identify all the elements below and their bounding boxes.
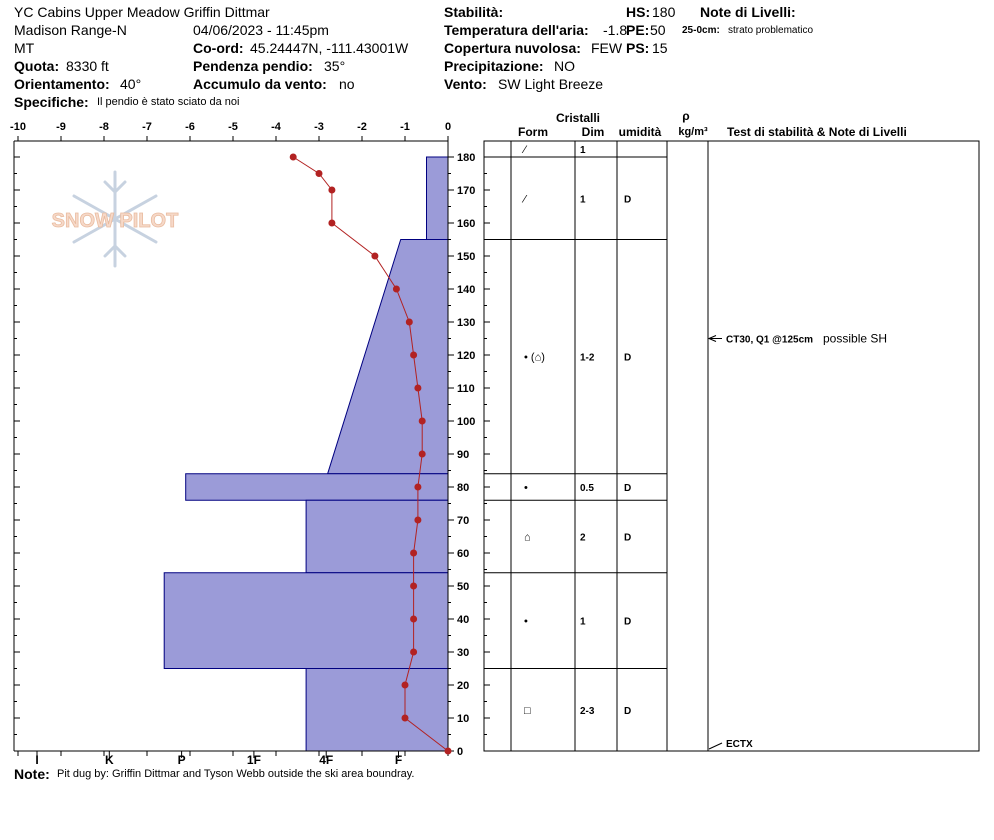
coord-label: Co-ord: bbox=[193, 40, 244, 56]
layer-moisture: D bbox=[624, 705, 632, 717]
moisture-header: umidità bbox=[618, 125, 662, 139]
temperature-point bbox=[393, 286, 400, 293]
y-tick-label: 80 bbox=[457, 482, 470, 494]
hardness-tick-label: 4F bbox=[319, 753, 334, 767]
y-tick-label: 30 bbox=[457, 647, 470, 659]
aspect-label: Orientamento: bbox=[14, 76, 110, 92]
temperature-point bbox=[410, 583, 417, 590]
hardness-tick-label: 1F bbox=[246, 753, 261, 767]
layer-form: □ bbox=[524, 704, 531, 717]
y-tick-label: 100 bbox=[457, 416, 476, 428]
wind-load-value: no bbox=[339, 76, 355, 92]
hardness-tick-label: I bbox=[35, 753, 39, 767]
y-tick-label: 20 bbox=[457, 680, 470, 692]
cloud-value: FEW bbox=[591, 40, 623, 56]
y-tick-label: 140 bbox=[457, 284, 476, 296]
x-top-tick-label: 0 bbox=[444, 121, 452, 133]
wind-load-label: Accumulo da vento: bbox=[193, 76, 327, 92]
stability-tests bbox=[709, 332, 887, 751]
aspect-value: 40° bbox=[120, 76, 142, 92]
temperature-point bbox=[316, 170, 323, 177]
logo-text: SNOW PILOT bbox=[51, 210, 179, 232]
stability-label: Stabilità: bbox=[444, 4, 504, 20]
note-label: Note: bbox=[14, 766, 50, 782]
hardness-bar bbox=[186, 474, 448, 500]
y-tick-label: 120 bbox=[457, 350, 476, 362]
elevation-value: 8330 ft bbox=[66, 58, 109, 74]
cloud-label: Copertura nuvolosa: bbox=[444, 40, 581, 56]
specifics-label: Specifiche: bbox=[14, 94, 89, 110]
hardness-tick-label: P bbox=[177, 753, 186, 767]
wind-value: SW Light Breeze bbox=[498, 76, 604, 92]
state-text: MT bbox=[14, 40, 35, 56]
x-top-tick-label: -6 bbox=[185, 121, 195, 133]
form-header: Form bbox=[518, 125, 548, 139]
layer-size: 1-2 bbox=[580, 352, 595, 364]
hardness-bar bbox=[427, 157, 449, 240]
temperature-point bbox=[410, 550, 417, 557]
layer-size: 0.5 bbox=[580, 483, 594, 494]
precip-value: NO bbox=[554, 58, 575, 74]
range-text: Madison Range-N bbox=[14, 22, 127, 38]
layer-size: 2-3 bbox=[580, 705, 595, 717]
air-temp-value: -1.8 bbox=[603, 22, 628, 38]
y-tick-label: 110 bbox=[457, 383, 475, 395]
hardness-bar bbox=[164, 573, 448, 669]
layer-moisture: D bbox=[624, 616, 632, 628]
temperature-point bbox=[328, 220, 335, 227]
hardness-profile bbox=[164, 157, 448, 751]
x-top-tick-label: -1 bbox=[400, 121, 410, 133]
temperature-point bbox=[402, 715, 409, 722]
note-text: Pit dug by: Griffin Dittmar and Tyson Webb outside the ski area boundray. bbox=[57, 768, 415, 780]
layer-size: 2 bbox=[580, 532, 586, 544]
crystals-header: Cristalli bbox=[555, 111, 601, 125]
layer-moisture: D bbox=[624, 532, 632, 544]
temperature-point bbox=[414, 517, 421, 524]
x-top-tick-label: -4 bbox=[271, 121, 281, 133]
y-tick-label: 60 bbox=[457, 548, 470, 560]
hardness-bar bbox=[306, 500, 448, 573]
layer-size: 1 bbox=[580, 616, 586, 628]
temperature-point bbox=[290, 154, 297, 161]
layer-form: ⁄ bbox=[524, 193, 526, 206]
density-unit-header: kg/m³ bbox=[678, 126, 708, 138]
y-tick-label: 40 bbox=[457, 614, 470, 626]
y-tick-label: 50 bbox=[457, 581, 470, 593]
datetime-text: 04/06/2023 - 11:45pm bbox=[193, 22, 329, 38]
layer-moisture: D bbox=[624, 194, 632, 206]
temperature-point bbox=[371, 253, 378, 260]
layer-moisture: D bbox=[624, 352, 632, 364]
table-frame bbox=[484, 141, 979, 751]
wind-label: Vento: bbox=[444, 76, 487, 92]
layer-form: ⁄ bbox=[524, 144, 526, 156]
temperature-point bbox=[410, 616, 417, 623]
layer-notes-label: Note di Livelli: bbox=[700, 4, 796, 20]
hs-label: HS: bbox=[626, 4, 651, 20]
layer-moisture: D bbox=[624, 483, 632, 494]
y-tick-label: 90 bbox=[457, 449, 470, 461]
slope-value: 35° bbox=[324, 58, 346, 74]
layer-size: 1 bbox=[580, 194, 586, 206]
ps-label: PS: bbox=[626, 40, 650, 56]
layer-form: • bbox=[524, 615, 528, 628]
layer-note-depth: 25-0cm: bbox=[682, 25, 720, 36]
precip-label: Precipitazione: bbox=[444, 58, 544, 74]
hardness-bar bbox=[306, 669, 448, 752]
layer-form: • bbox=[524, 482, 528, 494]
pe-value: 50 bbox=[650, 22, 666, 38]
temperature-point bbox=[328, 187, 335, 194]
test-comment: possible SH bbox=[823, 331, 888, 346]
y-tick-label: 170 bbox=[457, 185, 476, 197]
temperature-point bbox=[410, 352, 417, 359]
layer-note-text: strato problematico bbox=[728, 25, 814, 36]
rho-header: ρ bbox=[682, 109, 690, 123]
temperature-point bbox=[445, 748, 452, 755]
stability-notes-header: Test di stabilità & Note di Livelli bbox=[727, 125, 907, 139]
x-top-tick-label: -8 bbox=[99, 121, 109, 133]
y-tick-label: 10 bbox=[457, 713, 470, 725]
test-label: ECTX bbox=[726, 739, 753, 750]
temperature-point bbox=[410, 649, 417, 656]
temperature-point bbox=[414, 484, 421, 491]
hardness-tick-label: K bbox=[104, 753, 114, 767]
elevation-label: Quota: bbox=[14, 58, 60, 74]
test-label: CT30, Q1 @125cm bbox=[726, 334, 814, 346]
x-top-tick-label: -5 bbox=[228, 121, 238, 133]
temperature-point bbox=[419, 418, 426, 425]
hs-value: 180 bbox=[652, 4, 676, 20]
y-tick-label: 180 bbox=[457, 152, 476, 164]
layer-form: ⌂ bbox=[524, 531, 531, 544]
temperature-point bbox=[414, 385, 421, 392]
size-header: Dim bbox=[581, 125, 605, 139]
ps-value: 15 bbox=[652, 40, 668, 56]
y-tick-label: 70 bbox=[457, 515, 470, 527]
hardness-tick-label: F bbox=[394, 753, 403, 767]
layer-size: 1 bbox=[580, 145, 586, 156]
y-tick-label: 160 bbox=[457, 218, 476, 230]
y-tick-label: 0 bbox=[457, 746, 464, 758]
air-temp-label: Temperatura dell'aria: bbox=[444, 22, 589, 38]
slope-label: Pendenza pendio: bbox=[193, 58, 313, 74]
temperature-point bbox=[419, 451, 426, 458]
hardness-bar bbox=[328, 240, 448, 474]
x-top-tick-label: -10 bbox=[10, 121, 26, 133]
coord-value: 45.24447N, -111.43001W bbox=[250, 40, 409, 56]
pe-label: PE: bbox=[626, 22, 650, 38]
layer-table bbox=[484, 109, 979, 751]
y-tick-label: 150 bbox=[457, 251, 476, 263]
x-top-tick-label: -7 bbox=[142, 121, 152, 133]
y-tick-label: 130 bbox=[457, 317, 476, 329]
snowpilot-logo bbox=[52, 172, 179, 266]
temperature-point bbox=[402, 682, 409, 689]
layer-form: • (⌂) bbox=[524, 351, 545, 364]
x-top-tick-label: -3 bbox=[314, 121, 324, 133]
specifics-value: Il pendio è stato sciato da noi bbox=[97, 96, 240, 108]
location-title: YC Cabins Upper Meadow Griffin Dittmar bbox=[14, 4, 270, 20]
test-pointer bbox=[709, 743, 722, 749]
temperature-point bbox=[406, 319, 413, 326]
x-top-tick-label: -9 bbox=[56, 121, 66, 133]
x-top-tick-label: -2 bbox=[357, 121, 367, 133]
